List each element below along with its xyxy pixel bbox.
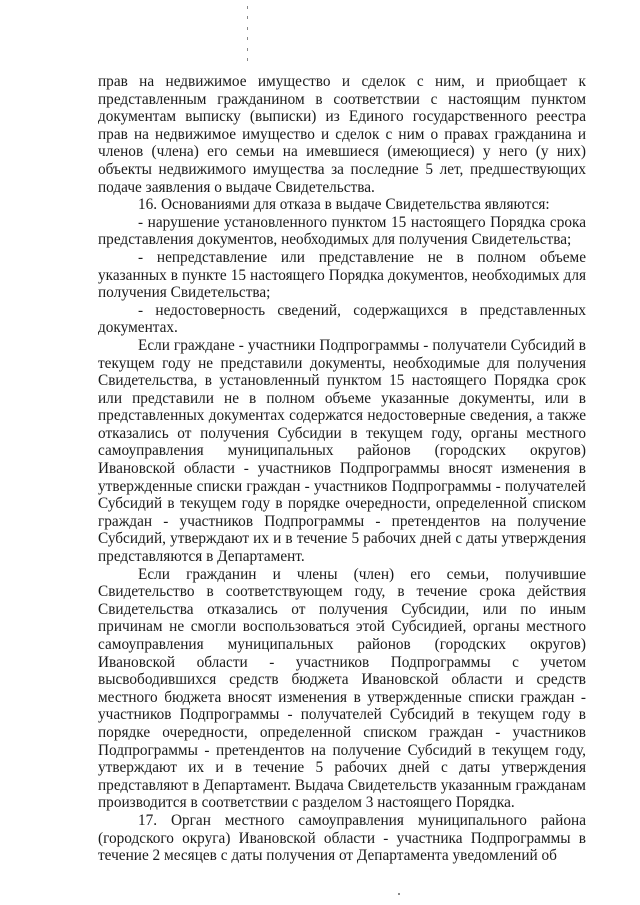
document-body — [98, 73, 586, 865]
scan-mark — [247, 27, 248, 30]
scan-mark — [247, 37, 248, 40]
scan-mark — [247, 6, 248, 9]
scan-mark — [398, 893, 400, 895]
paragraph: Если гражданин и члены (член) его семьи, получившие Свидетельство в соответствующем году, в течение срока действия Свидетельства отказались от получения Субсидии, или по иным причинам не смогли воспользоваться этой Субсидией, органы местного самоуправления муниципальных районов (городских округов) Ивановской области - участников Подпрограммы с учетом высвободившихся средств бюджета Ивановской области и средств местного бюджета вносят изменения в утвержденные списки граждан - участников Подпрограммы - получателей Субсидий в текущем году в порядке очередности, определенной списком граждан - участников Подпрограммы - претендентов на получение Субсидий в текущем году, утверждают их и в течение 5 рабочих дней с даты утверждения представляют в Департамент. Выдача Свидетельств указанным гражданам производится в соответствии с разделом 3 настоящего Порядка. — [98, 565, 586, 812]
paragraph: Если граждане - участники Подпрограммы - получатели Субсидий в текущем году не представили документы, необходимые для получения Свидетельства, в установленный пунктом 15 настоящего Порядка срок или представили не в полном объеме указанные документы, или в представленных документах содержатся недостоверные сведения, а также отказались от получения Субсидии в текущем году, органы местного самоуправления муниципальных районов (городских округов) Ивановской области - участников Подпрограммы вносят изменения в утвержденные списки граждан - участников Подпрограммы - получателей Субсидий в текущем году в порядке очередности, определенной списком граждан - участников Подпрограммы - претендентов на получение Субсидий, утверждают их и в течение 5 рабочих дней с даты утверждения представляются в Департамент. — [98, 336, 586, 566]
list-item: - недостоверность сведений, содержащихся в представленных документах. — [98, 301, 586, 337]
scan-mark — [247, 16, 248, 19]
paragraph-17: 17. Орган местного самоуправления муниципального района (городского округа) Ивановской области - участника Подпрограммы в течение 2 месяцев с даты получения от Департамента уведомлений об — [98, 811, 586, 865]
scan-mark — [247, 58, 248, 61]
list-item: - непредставление или представление не в полном объеме указанных в пункте 15 настоящего Порядка документов, необходимых для получения Свидетельства; — [98, 248, 586, 302]
paragraph-continuation: прав на недвижимое имущество и сделок с ним, и приобщает к представленным гражданином в соответствии с настоящим пунктом документам выписку (выписки) из Единого государственного реестра прав на недвижимое имущество и сделок с ним о правах гражданина и членов (члена) его семьи на имевшиеся (имеющиеся) у него (у них) объекты недвижимого имущества за последние 5 лет, предшествующих подаче заявления о выдаче Свидетельства. — [98, 73, 586, 196]
paragraph-16-heading: 16. Основаниями для отказа в выдаче Свидетельства являются: — [138, 196, 550, 214]
scan-mark — [247, 48, 248, 51]
list-item: - нарушение установленного пунктом 15 настоящего Порядка срока представления документов, необходимых для получения Свидетельства; — [98, 213, 586, 249]
